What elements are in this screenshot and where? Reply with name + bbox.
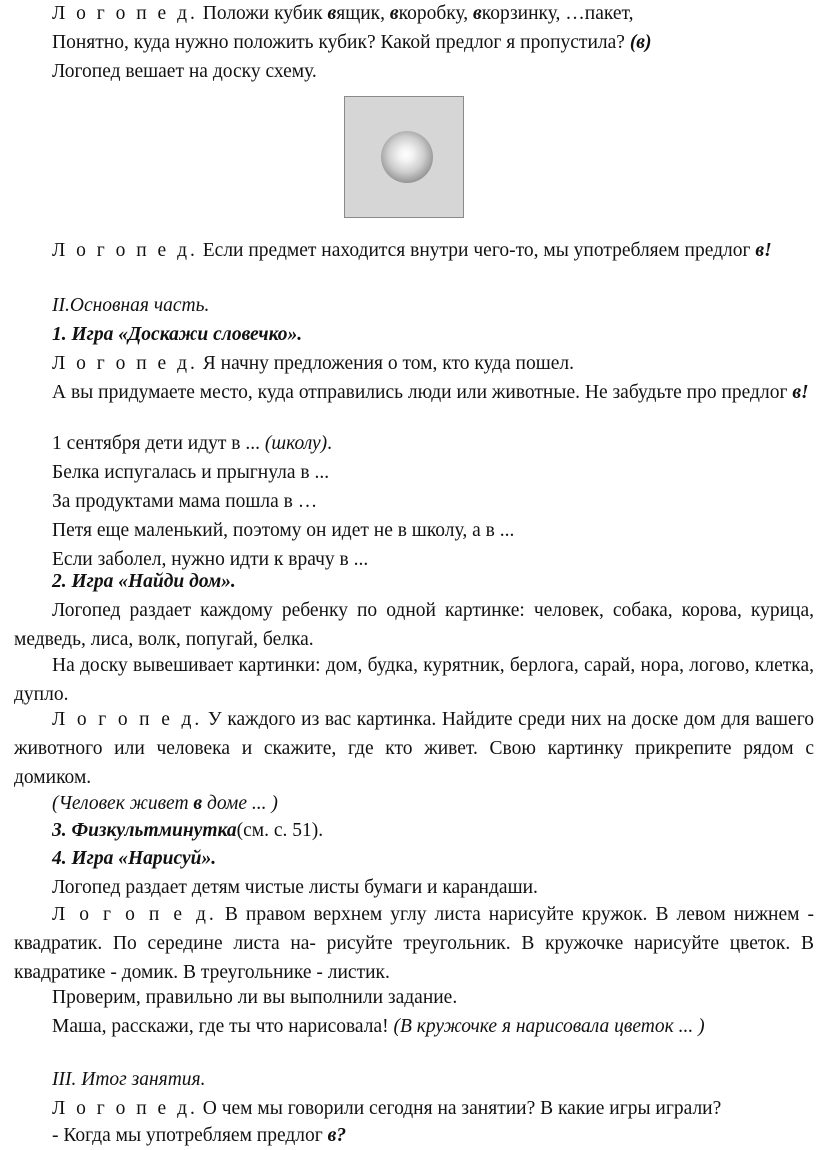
game-heading-2: 2. Игра «Найди дом». (52, 571, 236, 592)
paragraph-game2-board: На доску вывешивает картинки: дом, будка, курятник, берлога, сарай, нора, логово, клетка, дупло. (14, 655, 814, 705)
preposition-emphasis: в (327, 3, 337, 24)
preposition-emphasis: в! (792, 382, 809, 403)
speaker-label: Л о г о п е д. (52, 3, 198, 24)
game-heading-1: 1. Игра «Доскажи словечко». (52, 324, 303, 345)
paragraph-summary-question: Л о г о п е д. О чем мы говорили сегодня на занятии? В какие игры играли? (52, 1098, 722, 1119)
preposition-emphasis: в! (755, 240, 772, 261)
preposition-emphasis: в (473, 3, 482, 24)
paragraph-final-question: - Когда мы употребляем предлог в? (52, 1125, 347, 1146)
speaker-label: Л о г о п е д. (52, 709, 203, 730)
game-heading-3: 3. Физкультминутка(см. с. 51). (52, 820, 324, 841)
answer-text: (в) (629, 32, 652, 53)
paragraph-rule: Л о г о п е д. Если предмет находится внутри чего-то, мы употребляем предлог в! (52, 240, 772, 261)
paragraph-masha: Маша, расскажи, где ты что нарисовала! (В кружочке я нарисовала цветок ... ) (52, 1016, 705, 1037)
preposition-emphasis: в (193, 793, 203, 814)
speaker-label: Л о г о п е д. (52, 240, 198, 261)
paragraph-intro: Л о г о п е д. Положи кубик вящик, вкоробку, вкорзинку, …пакет, (52, 3, 634, 24)
paragraph-game4-task: Л о г о п е д. В правом верхнем углу листа нарисуйте кружок. В левом нижнем - квадратик. По середине листа на- рисуйте треугольник. В кружочке нарисуйте цветок. В квадратике - домик. В треугольнике - листик. (14, 904, 814, 983)
paragraph-scheme: Логопед вешает на доску схему. (52, 61, 317, 82)
preposition-emphasis: в (389, 3, 399, 24)
section-heading-main: II.Основная часть. (52, 295, 210, 316)
section-heading-summary: III. Итог занятия. (52, 1069, 206, 1090)
hint-text: (школу) (264, 433, 328, 454)
paragraph-question: Понятно, куда нужно положить кубик? Какой предлог я пропустила? (в) (52, 32, 652, 53)
scheme-figure (344, 96, 464, 218)
speaker-label: Л о г о п е д. (52, 1098, 198, 1119)
paragraph-check: Проверим, правильно ли вы выполнили задание. (52, 987, 458, 1008)
game-heading-4: 4. Игра «Нарисуй». (52, 848, 217, 869)
sentence-squirrel: Белка испугалась и прыгнула в ... (52, 462, 330, 483)
paragraph-game1-task: А вы придумаете место, куда отправились люди или животные. Не забудьте про предлог в! (52, 382, 809, 403)
paragraph-game2-cards: Логопед раздает каждому ребенку по одной картинке: человек, собака, корова, курица, медведь, лиса, волк, попугай, белка. (14, 600, 814, 650)
sentence-mother: За продуктами мама пошла в … (52, 491, 318, 512)
preposition-emphasis: в? (327, 1125, 347, 1146)
sentence-doctor: Если заболел, нужно идти к врачу в ... (52, 549, 369, 570)
speaker-label: Л о г о п е д. (52, 904, 217, 925)
paragraph-game4-materials: Логопед раздает детям чистые листы бумаги и карандаши. (52, 877, 538, 898)
answer-text: (В кружочке я нарисовала цветок ... ) (393, 1016, 705, 1037)
speaker-label: Л о г о п е д. (52, 353, 198, 374)
paragraph-game1-intro: Л о г о п е д. Я начну предложения о том, кто куда пошел. (52, 353, 574, 374)
example-answer: (Человек живет в доме ... ) (52, 793, 278, 814)
sentence-petya: Петя еще маленький, поэтому он идет не в школу, а в ... (52, 520, 515, 541)
sentence-school: 1 сентября дети идут в ... (школу). (52, 433, 332, 454)
paragraph-game2-task: Л о г о п е д. У каждого из вас картинка. Найдите среди них на доске дом для вашего животного или человека и скажите, где кто живет. Свою картинку прикрепите рядом с домиком. (14, 709, 814, 788)
ball-inside-box-image (381, 131, 433, 183)
